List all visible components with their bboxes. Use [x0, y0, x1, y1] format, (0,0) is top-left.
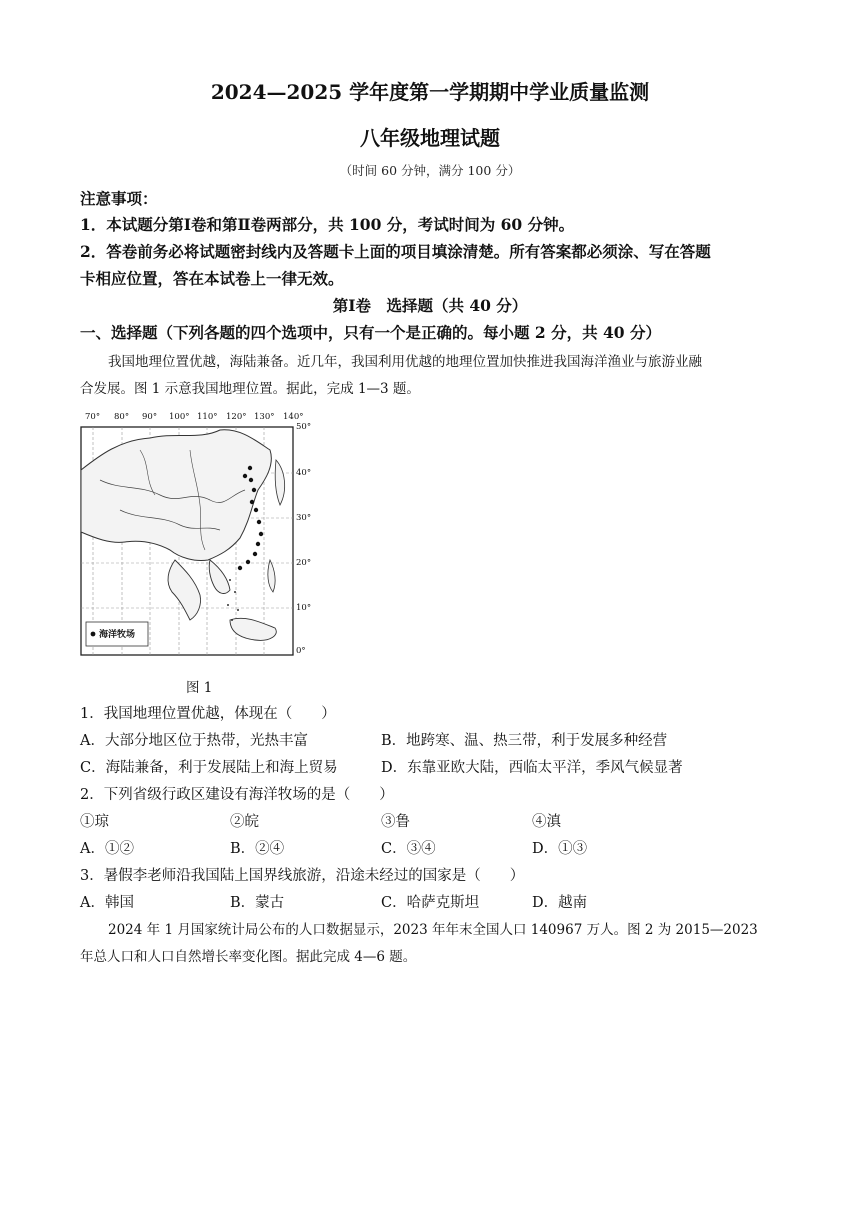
q1-option-c: C．海陆兼备，利于发展陆上和海上贸易 — [80, 760, 338, 776]
figure-1-caption: 图 1 — [186, 680, 213, 696]
passage-2-line-1: 2024 年 1 月国家统计局公布的人口数据显示，2023 年年末全国人口 140967 万人。图 2 为 2015—2023 — [108, 922, 758, 938]
map-legend-label: 海洋牧场 — [99, 630, 136, 640]
q3-option-c: C．哈萨克斯坦 — [381, 895, 480, 911]
q1-stem: 1．我国地理位置优越，体现在（ ） — [80, 706, 336, 722]
q2-item-1: ①琼 — [80, 814, 109, 830]
latitude-label: 40° — [296, 468, 312, 478]
section-title: 第Ⅰ卷 选择题（共 40 分） — [332, 296, 528, 315]
q1-option-b: B．地跨寒、温、热三带，利于发展多种经营 — [381, 733, 668, 749]
china-location-map — [80, 410, 318, 660]
q3-option-d: D．越南 — [532, 895, 588, 911]
longitude-label: 130° — [254, 412, 275, 422]
longitude-label: 90° — [142, 412, 158, 422]
q3-stem: 3．暑假李老师沿我国陆上国界线旅游，沿途未经过的国家是（ ） — [80, 868, 525, 884]
q1-option-d: D．东靠亚欧大陆，西临太平洋，季风气候显著 — [381, 760, 683, 776]
time-note: （时间 60 分钟，满分 100 分） — [339, 163, 521, 178]
exam-subtitle: 八年级地理试题 — [360, 126, 500, 150]
q1-option-a: A．大部分地区位于热带，光热丰富 — [80, 733, 308, 749]
section-instruction: 一、选择题（下列各题的四个选项中，只有一个是正确的。每小题 2 分，共 40 分） — [80, 323, 661, 342]
longitude-label: 100° — [169, 412, 190, 422]
latitude-label: 30° — [296, 513, 312, 523]
passage-1-line-2: 合发展。图 1 示意我国地理位置。据此，完成 1—3 题。 — [80, 381, 420, 397]
q2-item-2: ②皖 — [230, 814, 259, 830]
q2-item-3: ③鲁 — [381, 814, 410, 830]
exam-title: 2024—2025 学年度第一学期期中学业质量监测 — [210, 80, 650, 104]
latitude-label: 0° — [296, 646, 306, 656]
notice-item-2-line-1: 2．答卷前务必将试题密封线内及答题卡上面的项目填涂清楚。所有答案都必须涂、写在答题 — [80, 242, 711, 261]
notice-item-1: 1．本试题分第Ⅰ卷和第Ⅱ卷两部分，共 100 分，考试时间为 60 分钟。 — [80, 215, 575, 234]
passage-2-line-2: 年总人口和人口自然增长率变化图。据此完成 4—6 题。 — [80, 949, 417, 965]
q2-option-a: A．①② — [80, 841, 134, 857]
q2-option-c: C．③④ — [381, 841, 436, 857]
longitude-label: 140° — [283, 412, 304, 422]
notice-heading: 注意事项： — [80, 189, 158, 208]
q2-option-b: B．②④ — [230, 841, 285, 857]
q3-option-a: A．韩国 — [80, 895, 134, 911]
latitude-label: 20° — [296, 558, 312, 568]
longitude-label: 120° — [226, 412, 247, 422]
notice-item-2-line-2: 卡相应位置，答在本试卷上一律无效。 — [80, 269, 344, 288]
latitude-label: 10° — [296, 603, 312, 613]
longitude-label: 70° — [85, 412, 101, 422]
q2-item-4: ④滇 — [532, 814, 561, 830]
q2-option-d: D．①③ — [532, 841, 588, 857]
longitude-label: 80° — [114, 412, 130, 422]
q2-stem: 2．下列省级行政区建设有海洋牧场的是（ ） — [80, 787, 394, 803]
q3-option-b: B．蒙古 — [230, 895, 285, 911]
longitude-label: 110° — [197, 412, 218, 422]
passage-1-line-1: 我国地理位置优越，海陆兼备。近几年，我国利用优越的地理位置加快推进我国海洋渔业与旅游业融 — [108, 354, 702, 370]
latitude-label: 50° — [296, 422, 312, 432]
